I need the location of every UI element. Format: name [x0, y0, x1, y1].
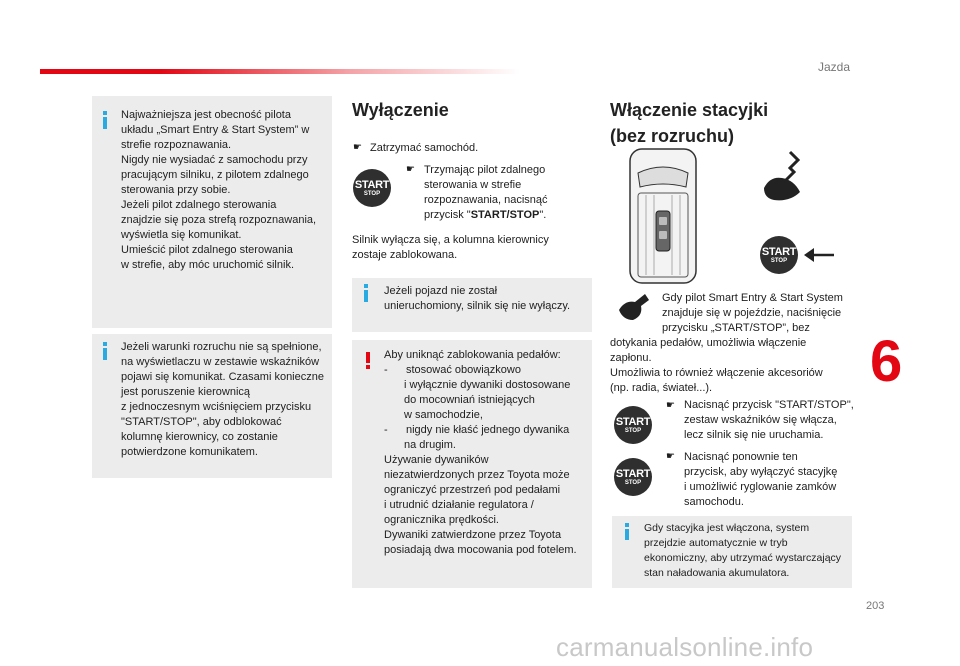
- text-line: do mocowniań istniejących: [404, 394, 535, 406]
- text-line: dotykania pedałów, umożliwia włączenie: [610, 337, 807, 349]
- stop-label: STOP: [624, 480, 642, 486]
- foot-pedal-icon: [760, 148, 806, 204]
- chapter-color-bar: [40, 69, 520, 74]
- text-line: jest poruszenie kierownicą: [121, 386, 251, 398]
- stop-result-text: [352, 233, 587, 263]
- text-line: potwierdzone komunikatem.: [121, 446, 258, 458]
- bullet-icon: ☛: [353, 142, 362, 153]
- start-label: START: [761, 246, 797, 258]
- text-line: układu „Smart Entry & Start System” w: [121, 124, 310, 136]
- text-line: (np. radia, świateł...).: [610, 382, 713, 394]
- info-icon: [364, 290, 368, 302]
- text-line: zestaw wskaźników się włącza,: [684, 414, 837, 426]
- text-line: na wyświetlaczu w zestawie wskaźników: [121, 356, 320, 368]
- text-line: niezatwierdzonych przez Toyota może: [384, 469, 570, 481]
- text-line: Jeżeli pilot zdalnego sterowania: [121, 199, 277, 211]
- key-in-hand-icon: [617, 292, 651, 322]
- start-label: START: [615, 416, 651, 428]
- text-line: sterowania przy sobie.: [121, 184, 231, 196]
- text-line: wyświetla się komunikat.: [121, 229, 242, 241]
- stop-label: STOP: [363, 191, 381, 197]
- section-name: Jazda: [818, 60, 851, 74]
- text-line: znajduje się w pojeździe, naciśnięcie: [662, 307, 842, 319]
- info-text-pilot: [121, 108, 331, 273]
- start-label: START: [354, 179, 390, 191]
- warning-text-mats: [384, 348, 589, 558]
- text-line: kolumnę kierownicy, co zostanie: [121, 431, 278, 443]
- step-press-start-stop: [424, 163, 584, 223]
- text-line: stan naładowania akumulatora.: [644, 567, 790, 579]
- text-line: [424, 208, 584, 223]
- text-line: Silnik wyłącza się, a kolumna kierownicy: [352, 234, 549, 246]
- watermark: carmanualsonline.info: [556, 632, 814, 662]
- text-line: Nacisnąć ponownie ten: [684, 451, 798, 463]
- text-line: Umożliwia to również włączenie akcesoriów: [610, 367, 823, 379]
- heading-wlaczenie-stacyjki: [610, 98, 768, 148]
- text-line: Dywaniki zatwierdzone przez Toyota: [384, 529, 562, 541]
- stop-label: STOP: [624, 428, 642, 434]
- bullet-icon: ☛: [406, 164, 415, 175]
- text-prefix: przycisk ": [424, 209, 471, 221]
- start-stop-label: START/STOP: [470, 209, 540, 221]
- text-line: ograniczyć przestrzeń pod pedałami: [384, 484, 561, 496]
- step-press-once: [684, 398, 859, 443]
- text-line: unieruchomiony, silnik się nie wyłączy.: [384, 300, 571, 312]
- text-line: "START/STOP", aby odblokować: [121, 416, 282, 428]
- text-line: ekonomiczny, aby utrzymać wystarczający: [644, 552, 842, 564]
- text-line: w strefie, aby móc uruchomić silnik.: [121, 259, 294, 271]
- text-line: Najważniejsza jest obecność pilota: [121, 109, 291, 121]
- text-suffix: ".: [539, 209, 547, 221]
- text-line: posiadają dwa mocowania pod fotelem.: [384, 544, 577, 556]
- text-line: Trzymając pilot zdalnego: [424, 164, 546, 176]
- text-line: lecz silnik się nie uruchamia.: [684, 429, 824, 441]
- heading-line-2: (bez rozruchu): [610, 126, 734, 146]
- text-line: Nigdy nie wysiadać z samochodu przy: [121, 154, 308, 166]
- heading-wylaczenie: Wyłączenie: [352, 100, 449, 120]
- text-line: Używanie dywaników: [384, 454, 489, 466]
- text-line: na drugim.: [404, 439, 456, 451]
- text-line: strefie rozpoznawania.: [121, 139, 232, 151]
- page-number: 203: [866, 600, 885, 612]
- text-line: sterowania w strefie: [424, 179, 522, 191]
- text-line: Umieścić pilot zdalnego sterowania: [121, 244, 293, 256]
- info-text-start-conditions: [121, 340, 331, 460]
- stop-label: STOP: [770, 258, 788, 264]
- info-text-economy: [644, 521, 849, 581]
- text-line: Jeżeli warunki rozruchu nie są spełnione,: [121, 341, 322, 353]
- text-line: z jednoczesnym wciśnięciem przycisku: [121, 401, 312, 413]
- text-line: Gdy pilot Smart Entry & Start System: [662, 292, 843, 304]
- step-press-again: [684, 450, 859, 510]
- text-line: przycisk, aby wyłączyć stacyjkę: [684, 466, 838, 478]
- text-line: pracującym silniku, z pilotem zdalnego: [121, 169, 309, 181]
- text-line: Nacisnąć przycisk "START/STOP",: [684, 399, 854, 411]
- info-icon: [103, 117, 107, 129]
- info-icon: [625, 529, 629, 540]
- start-stop-icon: [614, 406, 652, 444]
- arrow-left-icon: [804, 247, 834, 263]
- text-line: i wyłącznie dywaniki dostosowane: [404, 379, 571, 391]
- start-label: START: [615, 468, 651, 480]
- text-line: zostaje zablokowana.: [352, 249, 458, 261]
- ignition-text: [610, 336, 858, 396]
- chapter-number: 6: [870, 329, 903, 394]
- text-line: znajdzie się poza strefą rozpoznawania,: [121, 214, 317, 226]
- text-line: przycisku „START/STOP”, bez: [662, 322, 810, 334]
- text-line: pojawi się komunikat. Czasami konieczne: [121, 371, 324, 383]
- warning-icon: [366, 352, 370, 363]
- text-line: przejdzie automatycznie w tryb: [644, 537, 788, 549]
- bullet-icon: ☛: [666, 451, 675, 462]
- text-line: Gdy stacyjka jest włączona, system: [644, 522, 810, 534]
- text-line: i umożliwić ryglowanie zamków: [684, 481, 837, 493]
- bullet-icon: ☛: [666, 400, 675, 411]
- ignition-text-indent: [662, 291, 857, 336]
- text-line: - stosować obowiązkowo: [384, 364, 521, 376]
- car-top-view-illustration: [628, 147, 698, 285]
- info-icon: [103, 348, 107, 360]
- text-line: rozpoznawania, nacisnąć: [424, 194, 548, 206]
- info-text-not-immobilized: [384, 284, 589, 314]
- heading-line-1: Włączenie stacyjki: [610, 100, 769, 120]
- text-line: w samochodzie,: [404, 409, 483, 421]
- text-line: i utrudnić działanie regulatora /: [384, 499, 534, 511]
- text-line: Jeżeli pojazd nie został: [384, 285, 498, 297]
- start-stop-icon: [760, 236, 798, 274]
- start-stop-icon: [353, 169, 391, 207]
- text-line: samochodu.: [684, 496, 744, 508]
- text-line: - nigdy nie kłaść jednego dywanika: [384, 424, 570, 436]
- start-stop-icon: [614, 458, 652, 496]
- text-line: ogranicznika prędkości.: [384, 514, 499, 526]
- step-stop-car: Zatrzymać samochód.: [370, 142, 479, 154]
- text-line: zapłonu.: [610, 352, 652, 364]
- text-line: Aby uniknąć zablokowania pedałów:: [384, 349, 561, 361]
